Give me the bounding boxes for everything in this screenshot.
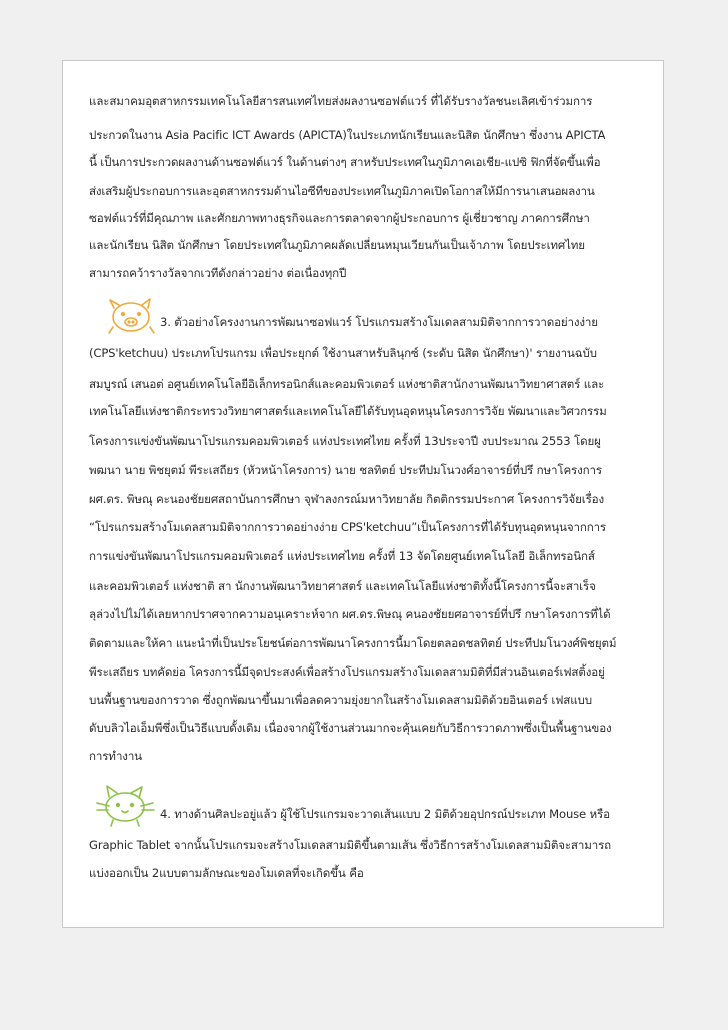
text-line: พฒนา นาย พิชยุตม์ พีระเสถียร (หัวหน้าโครงการ) นาย ชลทิตย์ ประทีปมโนวงศ์อาจารย์ที่ปรึ กษาโครงการ <box>89 463 602 477</box>
text-line: ดับบลิวไอเอ็มพีซึ่งเป็นวิธีแบบดั้งเดิม เนื่องจากผู้ใช้งานส่วนมากจะคุ้นเคยกับวิธีการวาดภาพซึ่งเป็นพื้นฐานของ <box>89 721 612 735</box>
text-line: ติดตามและให้คา แนะนำที่เป็นประโยชน์ต่อการพัฒนาโครงการนี้มาโดยตลอดชลทิตย์ ประทีปมโนวงศ์พิชยุตม์ <box>89 636 617 650</box>
pig-doodle-icon <box>104 296 160 336</box>
document-page <box>62 60 664 928</box>
text-line: แบ่งออกเป็น 2แบบตามลักษณะของโมเดลที่จะเกิดขึ้น คือ <box>89 866 364 880</box>
text-line: และสมาคมอุตสาหกรรมเทคโนโลยีสารสนเทศไทยส่งผลงานซอฟต์แวร์ ที่ได้รับรางวัลชนะเลิศเข้าร่วมการ <box>89 94 593 108</box>
text-line: การแข่งขันพัฒนาโปรแกรมคอมพิวเตอร์ แห่งประเทศไทย ครั้งที่ 13 จัดโดยศูนย์เทคโนโลยี อิเล็กทรอนิกส์ <box>89 549 595 563</box>
text-line: นี้ เป็นการประกวดผลงานด้านซอฟต์แวร์ ในด้านต่างๆ สาหรับประเทศในภูมิภาคเอเชีย-แปซิ ฟิกที่จัดขึ้นเพื่อ <box>89 155 601 169</box>
text-line: 4. ทางด้านศิลปะอยู่แล้ว ผู้ใช้โปรแกรมจะวาดเส้นแบบ 2 มิติด้วยอุปกรณ์ประเภท Mouse หรือ <box>160 807 610 821</box>
text-line: ส่งเสริมผู้ประกอบการและอุตสาหกรรมด้านไอซีทีของประเทศในภูมิภาคเปิดโอกาสให้มีการนาเสนอผลงาน <box>89 184 595 198</box>
text-line: เทคโนโลยีแห่งชาติกระทรวงวิทยาศาสตร์และเทคโนโลยีได้รับทุนอุดหนุนโครงการวิจัย พัฒนาและวิศวกรรม <box>89 404 607 418</box>
text-line: การทำงาน <box>89 749 142 763</box>
text-line: สามารถคว้ารางวัลจากเวทีดังกล่าวอย่าง ต่อเนื่องทุกปี <box>89 266 347 280</box>
text-line: บนพื้นฐานของการวาด ซึ่งถูกพัฒนาขึ้นมาเพื่อลดความยุ่งยากในสร้างโมเดลสามมิติด้วยอินเตอร์ เฟสแบบ <box>89 693 592 707</box>
text-line: ลุล่วงไปไม่ได้เลยหากปราศจากความอนุเคราะห์จาก ผศ.ดร.พิษณุ คนองชัยยศอาจารย์ที่ปรึ กษาโครงการที่ได้ <box>89 607 611 621</box>
text-line: ซอฟต์แวร์ที่มีคุณภาพ และศักยภาพทางธุรกิจและการตลาดจากผู้ประกอบการ ผู้เชี่ยวชาญ ภาคการศึกษา <box>89 211 590 225</box>
cat-doodle-icon <box>95 783 157 829</box>
text-line: และนักเรียน นิสิต นักศึกษา โดยประเทศในภูมิภาคผลัดเปลี่ยนหมุนเวียนกันเป็นเจ้าภาพ โดยประเทศไทย <box>89 238 585 252</box>
text-line: และคอมพิวเตอร์ แห่งชาติ สา นักงานพัฒนาวิทยาศาสตร์ และเทคโนโลยีแห่งชาติทั้งนี้โครงการนี้จะสาเร็จ <box>89 579 596 593</box>
text-line: ประกวดในงาน Asia Pacific ICT Awards (APICTA)ในประเภทนักเรียนและนิสิต นักศึกษา ซึ่งงาน APICTA <box>89 128 606 142</box>
text-line: โครงการแข่งขันพัฒนาโปรแกรมคอมพิวเตอร์ แห่งประเทศไทย ครั้งที่ 13ประจาปี งบประมาณ 2553 โดยผู <box>89 434 601 448</box>
text-line: ผศ.ดร. พิษณุ คะนองชัยยศสถาบันการศึกษา จุฬาลงกรณ์มหาวิทยาลัย กิตติกรรมประกาศ โครงการวิจัยเรื่อง <box>89 492 605 506</box>
text-line: Graphic Tablet จากนั้นโปรแกรมจะสร้างโมเดลสามมิติขึ้นตามเส้น ซึ่งวิธีการสร้างโมเดลสามมิติจะสามารถ <box>89 838 612 852</box>
text-line: (CPS'ketchuu) ประเภทโปรแกรม เพื่อประยุกต์ ใช้งานสาหรับลินุกซ์ (ระดับ นิสิต นักศึกษา)' รายงานฉบับ <box>89 346 597 360</box>
text-line: พีระเสถียร บทคัดย่อ โครงการนี้มีจุดประสงค์เพื่อสร้างโปรแกรมสร้างโมเดลสามมิติที่มีส่วนอินเตอร์เฟสติ้งอยู่ <box>89 665 605 679</box>
text-line: “โปรแกรมสร้างโมเดลสามมิติจากการวาดอย่างง่าย CPS'ketchuu”เป็นโครงการที่ได้รับทุนอุดหนุนจากการ <box>89 520 607 534</box>
text-line: สมบูรณ์ เสนอต่ อศูนย์เทคโนโลยีอิเล็กทรอนิกส์และคอมพิวเตอร์ แห่งชาติสานักงานพัฒนาวิทยาศาสตร์ และ <box>89 377 605 391</box>
text-line: 3. ตัวอย่างโครงงานการพัฒนาซอฟแวร์ โปรแกรมสร้างโมเดลสามมิติจากการวาดอย่างง่าย <box>160 315 598 329</box>
